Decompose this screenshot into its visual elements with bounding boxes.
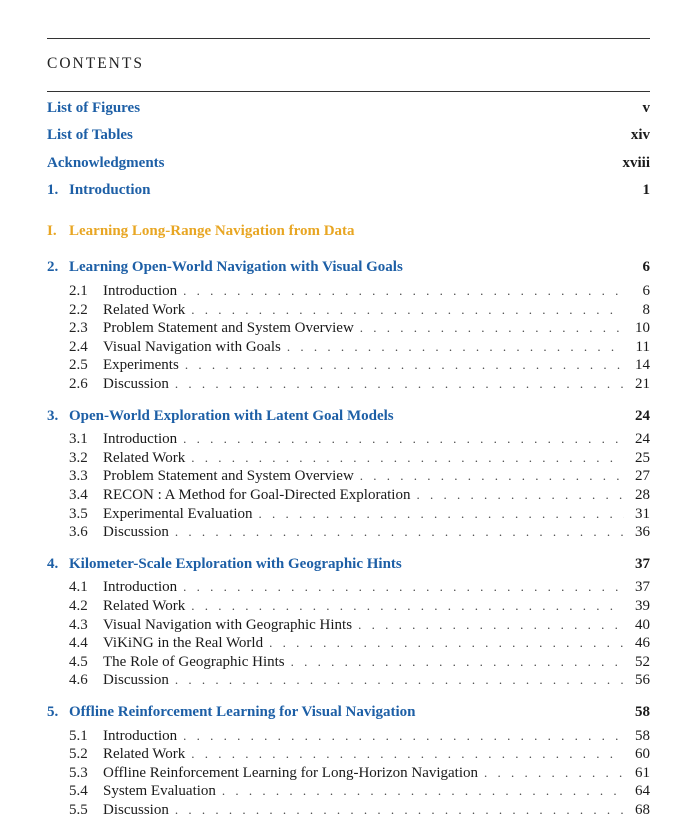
section-number: 4.6 (69, 672, 88, 689)
section-number: 2.5 (69, 357, 88, 374)
section-title: Related Work (103, 301, 186, 318)
chapter-title: Open-World Exploration with Latent Goal Models (69, 407, 394, 424)
dot-leader (183, 727, 624, 746)
section-number: 2.4 (69, 338, 88, 355)
dot-leader (287, 338, 624, 357)
section-title: Discussion (103, 375, 169, 392)
section-title: Related Work (103, 746, 186, 763)
toc-entry-front-matter[interactable] (47, 95, 650, 122)
dot-leader (191, 597, 624, 616)
section-number: 3.5 (69, 505, 88, 522)
section-title: Problem Statement and System Overview (103, 468, 354, 485)
toc-entry-chapter[interactable] (47, 551, 650, 579)
chapter-block (47, 254, 650, 393)
page-number: 40 (635, 616, 650, 633)
page-number: 10 (635, 320, 650, 337)
page-number: 27 (635, 468, 650, 485)
section-title: Visual Navigation with Geographic Hints (103, 616, 353, 633)
toc-entry-section[interactable] (47, 578, 650, 597)
page-number: 6 (642, 259, 650, 276)
section-number: 2.2 (69, 301, 88, 318)
page-number: 61 (635, 764, 650, 781)
section-number: 5.5 (69, 802, 88, 819)
chapter-block (47, 551, 650, 690)
part-heading[interactable] (47, 218, 650, 246)
page-number: 1 (642, 182, 650, 199)
section-number: 2.3 (69, 320, 88, 337)
section-number: 2.6 (69, 375, 88, 392)
section-title: Problem Statement and System Overview (103, 320, 354, 337)
page-number: v (642, 100, 650, 116)
page-number: xiv (630, 127, 650, 144)
section-number: 2.1 (69, 282, 88, 299)
page-number: 6 (642, 282, 650, 299)
entry-title: Acknowledgments (47, 154, 165, 171)
section-title: Introduction (103, 579, 178, 596)
chapter-number: 4. (47, 555, 59, 572)
top-rule (47, 38, 650, 39)
toc-entry-chapter[interactable] (47, 699, 650, 727)
section-number: 5.3 (69, 764, 88, 781)
section-number: 3.6 (69, 524, 88, 541)
dot-leader (175, 671, 624, 690)
chapter-number: 5. (47, 704, 59, 720)
section-number: 5.1 (69, 727, 88, 744)
chapter-number: 1. (47, 182, 59, 199)
toc-entry-section[interactable] (47, 375, 650, 394)
toc-entry-section[interactable] (47, 727, 650, 746)
dot-leader (222, 782, 624, 801)
dot-leader (269, 634, 624, 653)
entry-title: List of Figures (47, 100, 141, 116)
section-title: Introduction (103, 727, 178, 744)
dot-leader (191, 301, 624, 320)
toc-entry-section[interactable] (47, 597, 650, 616)
part-title: Learning Long-Range Navigation from Data (69, 222, 355, 239)
dot-leader (484, 764, 624, 783)
page-number: 28 (635, 486, 650, 503)
dot-leader (416, 486, 624, 505)
toc-entry-section[interactable] (47, 634, 650, 653)
toc-entry-section[interactable] (47, 505, 650, 524)
toc-entry-section[interactable] (47, 486, 650, 505)
page-number: 37 (635, 555, 650, 572)
chapter-title: Kilometer-Scale Exploration with Geographic Hints (69, 555, 402, 572)
page-number: 64 (635, 783, 650, 800)
section-number: 5.2 (69, 746, 88, 763)
dot-leader (291, 653, 624, 672)
section-number: 3.2 (69, 449, 88, 466)
toc-entry-section[interactable] (47, 523, 650, 542)
toc-entry-chapter[interactable] (47, 403, 650, 431)
section-title: Experimental Evaluation (103, 505, 253, 522)
front-matter-list (47, 95, 650, 177)
section-title: The Role of Geographic Hints (103, 653, 285, 670)
chapter-title: Introduction (69, 182, 151, 199)
toc-entry-section[interactable] (47, 653, 650, 672)
chapter-list (47, 254, 650, 819)
toc-entry-section[interactable] (47, 782, 650, 801)
toc-entry-section[interactable] (47, 301, 650, 320)
section-number: 5.4 (69, 783, 88, 800)
toc-entry-front-matter[interactable] (47, 122, 650, 149)
dot-leader (175, 375, 624, 394)
page-number: 37 (635, 579, 650, 596)
part-number: I. (47, 222, 57, 239)
dot-leader (360, 467, 624, 486)
section-title: Related Work (103, 449, 186, 466)
section-number: 3.4 (69, 486, 88, 503)
section-title: ViKiNG in the Real World (103, 635, 264, 652)
toc-entry-section[interactable] (47, 745, 650, 764)
toc-entry-chapter[interactable] (47, 254, 650, 282)
dot-leader (175, 523, 624, 542)
page-number: 14 (635, 357, 650, 374)
toc-entry-introduction[interactable] (47, 177, 650, 204)
section-number: 4.4 (69, 635, 88, 652)
page-number: 46 (635, 635, 650, 652)
page-number: 21 (635, 375, 650, 392)
toc-entry-section[interactable] (47, 764, 650, 783)
section-title: Introduction (103, 282, 178, 299)
toc-entry-section[interactable] (47, 282, 650, 301)
dot-leader (185, 356, 624, 375)
page-number: 31 (635, 505, 650, 522)
chapter-number: 3. (47, 407, 59, 424)
section-number: 3.3 (69, 468, 88, 485)
section-title: Introduction (103, 431, 178, 448)
page-number: xviii (622, 154, 650, 171)
section-title: Visual Navigation with Goals (103, 338, 281, 355)
page-number: 60 (635, 746, 650, 763)
toc-entry-front-matter[interactable] (47, 150, 650, 177)
page-number: 58 (635, 704, 650, 720)
dot-leader (360, 319, 624, 338)
dot-leader (183, 578, 624, 597)
toc-entry-section[interactable] (47, 356, 650, 375)
page-number: 11 (635, 338, 650, 355)
heading-rule (47, 91, 650, 92)
page-number: 52 (635, 653, 650, 670)
section-number: 4.3 (69, 616, 88, 633)
dot-leader (191, 449, 624, 468)
page-number: 24 (635, 431, 650, 448)
section-title: Experiments (103, 357, 179, 374)
section-title: Discussion (103, 802, 169, 819)
page-number: 39 (635, 598, 650, 615)
dot-leader (358, 616, 624, 635)
toc-entry-section[interactable] (47, 449, 650, 468)
section-number: 3.1 (69, 431, 88, 448)
toc-entry-section[interactable] (47, 671, 650, 690)
entry-title: List of Tables (47, 127, 133, 144)
page-number: 25 (635, 449, 650, 466)
chapter-number: 2. (47, 259, 59, 276)
section-title: Related Work (103, 598, 186, 615)
section-number: 4.5 (69, 653, 88, 670)
page-number: 68 (635, 802, 650, 819)
section-number: 4.2 (69, 598, 88, 615)
section-title: Discussion (103, 524, 169, 541)
toc-entry-section[interactable] (47, 467, 650, 486)
page-number: 56 (635, 672, 650, 689)
page-title: CONTENTS (47, 55, 144, 72)
toc-entry-section[interactable] (47, 319, 650, 338)
section-title: RECON : A Method for Goal-Directed Exploration (103, 486, 411, 503)
page-number: 36 (635, 524, 650, 541)
page-number: 24 (635, 407, 650, 424)
dot-leader (259, 505, 624, 524)
page-number: 8 (642, 301, 650, 318)
section-title: Discussion (103, 672, 169, 689)
toc-entry-section[interactable] (47, 430, 650, 449)
section-number: 4.1 (69, 579, 88, 596)
dot-leader (191, 745, 624, 764)
page-number: 58 (635, 727, 650, 744)
toc-entry-section[interactable] (47, 616, 650, 635)
section-title: System Evaluation (103, 783, 216, 800)
chapter-block (47, 699, 650, 820)
chapter-title: Learning Open-World Navigation with Visual Goals (69, 259, 403, 276)
dot-leader (183, 282, 624, 301)
chapter-title: Offline Reinforcement Learning for Visual Navigation (69, 704, 416, 720)
section-title: Offline Reinforcement Learning for Long-Horizon Navigation (103, 764, 479, 781)
table-of-contents (47, 95, 650, 820)
toc-entry-section[interactable] (47, 338, 650, 357)
chapter-block (47, 403, 650, 542)
dot-leader (183, 430, 624, 449)
